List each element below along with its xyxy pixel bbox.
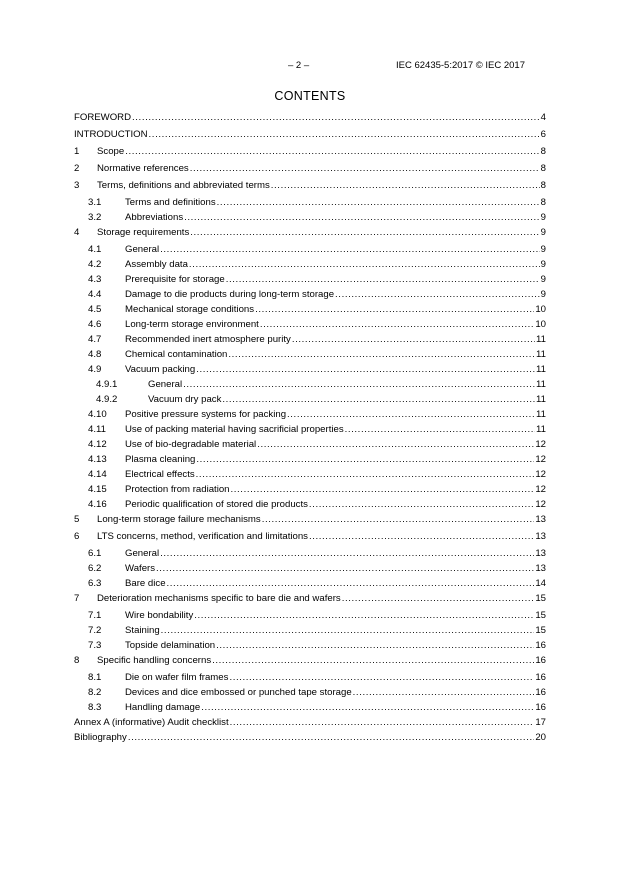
toc-entry[interactable] (74, 274, 546, 289)
toc-entry-label: LTS concerns, method, verification and limitations (97, 531, 308, 542)
toc-leader-dots (226, 274, 540, 285)
toc-entry-number: 4.9.1 (96, 379, 118, 390)
toc-leader-dots (292, 334, 535, 345)
toc-leader-dots (230, 717, 535, 728)
toc-entry-label: Wafers (125, 563, 156, 574)
toc-entry-number: 4.1 (88, 244, 102, 255)
toc-leader-dots (262, 514, 535, 525)
toc-entry-number: 4.16 (88, 499, 107, 510)
toc-entry[interactable] (74, 289, 546, 304)
toc-entry-label: Annex A (informative) Audit checklist (74, 717, 229, 728)
toc-leader-dots (149, 129, 540, 140)
toc-entry-label: Terms and definitions (125, 197, 216, 208)
toc-leader-dots (196, 454, 534, 465)
toc-entry-page: 8 (540, 197, 546, 208)
toc-entry-number: 8.1 (88, 672, 102, 683)
toc-entry-label: Abbreviations (125, 212, 184, 223)
toc-entry-page: 15 (535, 593, 546, 604)
toc-entry-page: 11 (536, 364, 546, 375)
toc-entry[interactable] (74, 439, 546, 454)
toc-entry-page: 16 (535, 702, 546, 713)
toc-entry-label: Long-term storage environment (125, 319, 259, 330)
toc-leader-dots (222, 394, 535, 405)
toc-entry[interactable] (74, 129, 546, 146)
toc-entry-number: 4.4 (88, 289, 102, 300)
toc-entry-label: Vacuum packing (125, 364, 196, 375)
toc-leader-dots (189, 259, 540, 270)
toc-leader-dots (216, 640, 534, 651)
toc-entry-number: 4.7 (88, 334, 102, 345)
toc-entry-page: 11 (536, 379, 546, 390)
toc-entry[interactable] (74, 578, 546, 593)
toc-entry-label: Normative references (97, 163, 189, 174)
toc-entry[interactable] (74, 112, 546, 129)
page-header (0, 60, 620, 74)
toc-entry[interactable] (74, 548, 546, 563)
toc-leader-dots (167, 578, 535, 589)
toc-entry-page: 17 (535, 717, 546, 728)
toc-entry-page: 10 (535, 319, 546, 330)
toc-entry-page: 11 (536, 349, 546, 360)
toc-entry-number: 8 (74, 655, 80, 666)
toc-entry-label: Protection from radiation (125, 484, 230, 495)
toc-entry-page: 9 (540, 259, 546, 270)
toc-entry-page: 14 (535, 578, 546, 589)
toc-entry-label: General (148, 379, 183, 390)
standard-identifier: IEC 62435-5:2017 © IEC 2017 (396, 60, 526, 71)
toc-leader-dots (156, 563, 534, 574)
toc-entry-page: 20 (535, 732, 546, 743)
toc-entry-page: 12 (535, 469, 546, 480)
toc-entry-page: 16 (535, 655, 546, 666)
toc-entry-label: Use of bio-degradable material (125, 439, 257, 450)
toc-entry-label: Chemical contamination (125, 349, 228, 360)
toc-entry-label: Periodic qualification of stored die products (125, 499, 308, 510)
toc-entry-number: 4.8 (88, 349, 102, 360)
toc-entry[interactable] (74, 334, 546, 349)
toc-entry[interactable] (74, 409, 546, 424)
toc-entry[interactable] (74, 146, 546, 163)
toc-entry-label: Specific handling concerns (97, 655, 212, 666)
toc-entry-number: 4.15 (88, 484, 107, 495)
toc-entry[interactable] (74, 379, 546, 394)
table-of-contents (74, 112, 546, 747)
toc-leader-dots (342, 593, 535, 604)
toc-entry[interactable] (74, 469, 546, 484)
toc-entry-label: Die on wafer film frames (125, 672, 229, 683)
toc-leader-dots (196, 469, 535, 480)
toc-entry-number: 7.3 (88, 640, 102, 651)
toc-entry-label: Handling damage (125, 702, 201, 713)
page-number: – 2 – (288, 60, 310, 71)
toc-entry-label: Devices and dice embossed or punched tape storage (125, 687, 352, 698)
toc-entry[interactable] (74, 244, 546, 259)
toc-entry-label: General (125, 548, 160, 559)
toc-entry-page: 9 (540, 227, 546, 238)
toc-entry[interactable] (74, 212, 546, 227)
toc-entry[interactable] (74, 640, 546, 655)
toc-entry[interactable] (74, 394, 546, 409)
toc-leader-dots (309, 531, 534, 542)
toc-entry-number: 4.5 (88, 304, 102, 315)
toc-entry-page: 16 (535, 672, 546, 683)
toc-entry-number: 4.11 (88, 424, 106, 435)
toc-entry-label: Prerequisite for storage (125, 274, 225, 285)
toc-leader-dots (212, 655, 534, 666)
toc-entry-label: Terms, definitions and abbreviated terms (97, 180, 270, 191)
toc-entry-number: 3 (74, 180, 80, 191)
toc-entry-number: 6.3 (88, 578, 102, 589)
toc-entry-number: 4.10 (88, 409, 107, 420)
toc-entry-page: 8 (540, 163, 546, 174)
toc-entry[interactable] (74, 655, 546, 672)
toc-entry[interactable] (74, 499, 546, 514)
toc-leader-dots (125, 146, 539, 157)
toc-leader-dots (132, 112, 540, 123)
toc-entry-label: Vacuum dry pack (148, 394, 222, 405)
toc-entry-page: 13 (535, 514, 546, 525)
toc-entry-page: 15 (535, 625, 546, 636)
toc-entry[interactable] (74, 687, 546, 702)
toc-entry-number: 6.1 (88, 548, 102, 559)
toc-entry-page: 8 (540, 180, 546, 191)
toc-entry-number: 6 (74, 531, 80, 542)
toc-entry-label: INTRODUCTION (74, 129, 148, 140)
toc-entry-page: 6 (540, 129, 546, 140)
toc-entry-number: 4 (74, 227, 80, 238)
toc-leader-dots (353, 687, 535, 698)
toc-entry-number: 4.14 (88, 469, 107, 480)
toc-entry-page: 16 (535, 687, 546, 698)
contents-title: CONTENTS (274, 89, 346, 103)
toc-leader-dots (161, 625, 535, 636)
toc-entry[interactable] (74, 424, 546, 439)
toc-entry-page: 12 (535, 484, 546, 495)
toc-entry[interactable] (74, 563, 546, 578)
toc-entry-page: 12 (535, 499, 546, 510)
toc-entry[interactable] (74, 304, 546, 319)
toc-leader-dots (160, 244, 540, 255)
toc-entry-number: 1 (74, 146, 80, 157)
toc-entry[interactable] (74, 319, 546, 334)
toc-entry-label: Storage requirements (97, 227, 190, 238)
toc-entry-page: 11 (536, 334, 546, 345)
toc-entry-number: 7.2 (88, 625, 102, 636)
toc-leader-dots (335, 289, 540, 300)
toc-leader-dots (345, 424, 535, 435)
toc-entry-page: 12 (535, 439, 546, 450)
toc-entry-page: 8 (540, 146, 546, 157)
toc-entry-number: 4.12 (88, 439, 107, 450)
toc-entry-page: 15 (535, 610, 546, 621)
toc-entry-label: Damage to die products during long-term storage (125, 289, 335, 300)
toc-entry-number: 4.6 (88, 319, 102, 330)
toc-entry[interactable] (74, 593, 546, 610)
toc-entry-label: Use of packing material having sacrificial properties (125, 424, 344, 435)
toc-leader-dots (309, 499, 534, 510)
toc-entry-label: Topside delamination (125, 640, 216, 651)
toc-leader-dots (257, 439, 534, 450)
toc-entry-label: Electrical effects (125, 469, 195, 480)
toc-leader-dots (287, 409, 535, 420)
toc-entry-label: Mechanical storage conditions (125, 304, 255, 315)
toc-entry-page: 16 (535, 640, 546, 651)
toc-entry-label: Positive pressure systems for packing (125, 409, 287, 420)
toc-entry-label: Bare dice (125, 578, 166, 589)
toc-leader-dots (184, 212, 540, 223)
toc-entry-label: Deterioration mechanisms specific to bare die and wafers (97, 593, 341, 604)
toc-leader-dots (190, 163, 540, 174)
toc-entry[interactable] (74, 227, 546, 244)
toc-leader-dots (194, 610, 534, 621)
toc-entry-page: 13 (535, 531, 546, 542)
toc-entry-number: 2 (74, 163, 80, 174)
toc-entry-page: 4 (540, 112, 546, 123)
toc-entry[interactable] (74, 610, 546, 625)
toc-entry[interactable] (74, 732, 546, 747)
toc-entry-label: Plasma cleaning (125, 454, 196, 465)
toc-entry-label: Staining (125, 625, 160, 636)
toc-entry[interactable] (74, 454, 546, 469)
toc-leader-dots (228, 349, 535, 360)
toc-entry-label: General (125, 244, 160, 255)
toc-entry-page: 13 (535, 563, 546, 574)
toc-entry-number: 3.2 (88, 212, 102, 223)
toc-entry[interactable] (74, 364, 546, 379)
toc-entry[interactable] (74, 484, 546, 499)
toc-entry-page: 11 (536, 424, 546, 435)
toc-entry-number: 4.2 (88, 259, 102, 270)
toc-entry-number: 6.2 (88, 563, 102, 574)
toc-leader-dots (196, 364, 535, 375)
toc-entry[interactable] (74, 163, 546, 180)
toc-entry-number: 4.9 (88, 364, 102, 375)
toc-entry-page: 9 (540, 212, 546, 223)
toc-entry-number: 3.1 (88, 197, 102, 208)
toc-entry-page: 13 (535, 548, 546, 559)
toc-entry-number: 5 (74, 514, 80, 525)
toc-entry-label: Scope (97, 146, 125, 157)
toc-entry-label: Long-term storage failure mechanisms (97, 514, 261, 525)
toc-entry-page: 12 (535, 454, 546, 465)
toc-leader-dots (231, 484, 535, 495)
toc-leader-dots (255, 304, 534, 315)
toc-entry[interactable] (74, 672, 546, 687)
toc-entry[interactable] (74, 702, 546, 717)
toc-entry[interactable] (74, 349, 546, 364)
toc-entry-label: Wire bondability (125, 610, 194, 621)
toc-entry-number: 8.3 (88, 702, 102, 713)
toc-entry-number: 4.13 (88, 454, 107, 465)
toc-entry[interactable] (74, 259, 546, 274)
toc-entry-label: Bibliography (74, 732, 127, 743)
toc-entry-page: 9 (540, 289, 546, 300)
toc-entry-number: 4.9.2 (96, 394, 118, 405)
toc-entry-number: 7 (74, 593, 80, 604)
toc-entry[interactable] (74, 197, 546, 212)
toc-entry-label: Recommended inert atmosphere purity (125, 334, 291, 345)
toc-entry[interactable] (74, 717, 546, 732)
toc-leader-dots (201, 702, 534, 713)
toc-leader-dots (160, 548, 534, 559)
toc-leader-dots (217, 197, 540, 208)
toc-leader-dots (183, 379, 535, 390)
toc-entry-page: 9 (540, 244, 546, 255)
toc-leader-dots (229, 672, 534, 683)
toc-entry[interactable] (74, 180, 546, 197)
toc-leader-dots (260, 319, 534, 330)
toc-entry-page: 10 (535, 304, 546, 315)
toc-entry[interactable] (74, 625, 546, 640)
toc-entry-label: FOREWORD (74, 112, 132, 123)
toc-entry-number: 4.3 (88, 274, 102, 285)
toc-entry-number: 7.1 (88, 610, 102, 621)
toc-entry[interactable] (74, 531, 546, 548)
toc-entry-page: 11 (536, 409, 546, 420)
toc-entry[interactable] (74, 514, 546, 531)
toc-entry-page: 9 (540, 274, 546, 285)
toc-entry-label: Assembly data (125, 259, 188, 270)
toc-entry-number: 8.2 (88, 687, 102, 698)
toc-leader-dots (190, 227, 539, 238)
toc-entry-page: 11 (536, 394, 546, 405)
toc-leader-dots (128, 732, 535, 743)
toc-leader-dots (271, 180, 540, 191)
